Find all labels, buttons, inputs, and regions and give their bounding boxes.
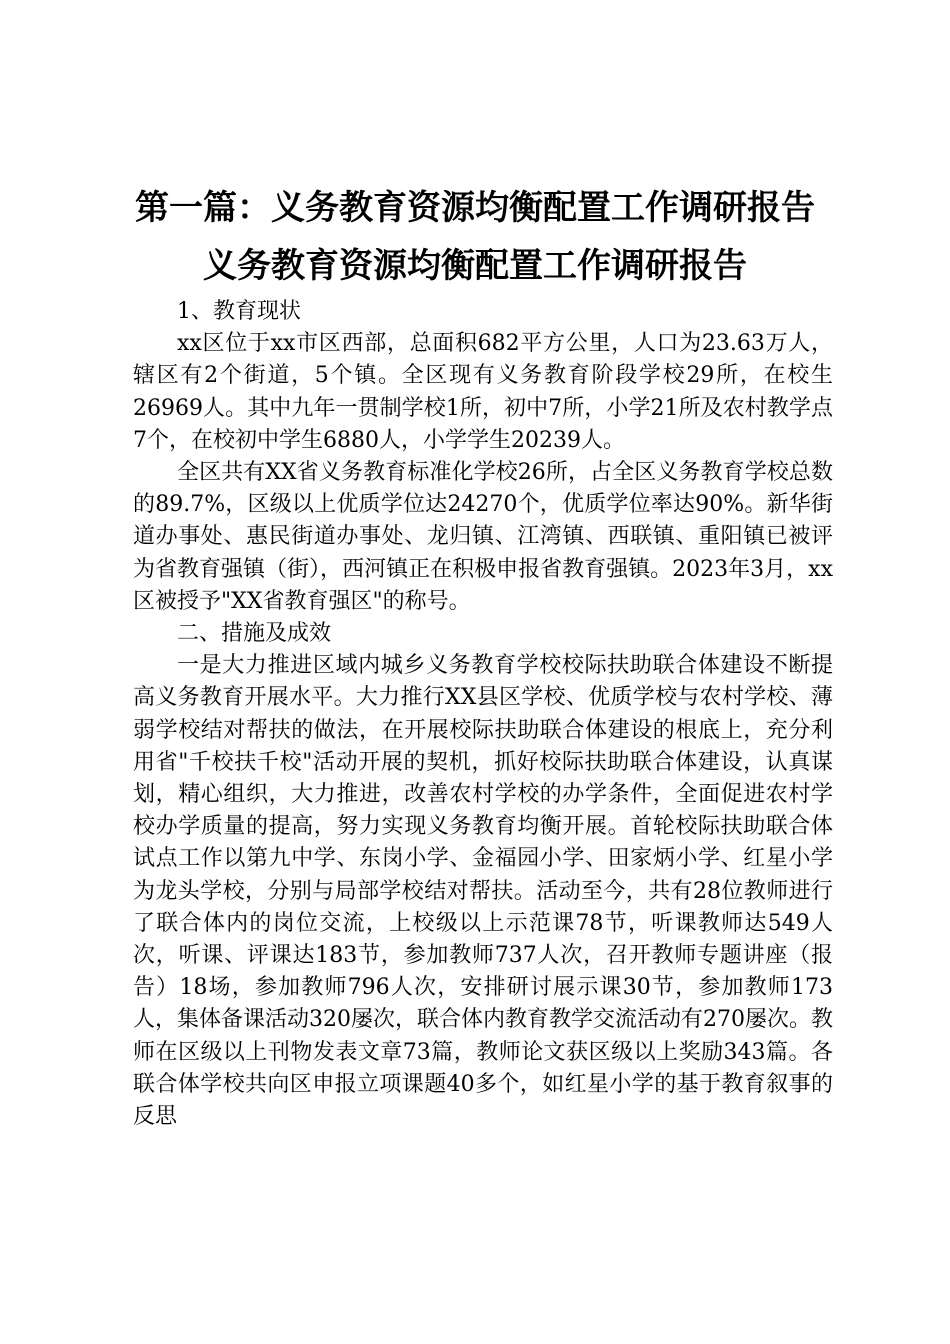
section-heading-status: 1、教育现状 [177, 299, 301, 324]
paragraph-district-overview: xx区位于xx市区西部，总面积682平方公里，人口为23.63万人，辖区有2个街道，5个镇。全区现有义务教育阶段学校29所，在校生26969人。其中九年一贯制学校1所，初中7所，小学21所及农村教学点7个，在校初中学生6880人，小学学生20239人。 [133, 331, 833, 453]
paragraph-alliance-construction: 一是大力推进区域内城乡义务教育学校校际扶助联合体建设不断提高义务教育开展水平。大力推行XX县区学校、优质学校与农村学校、薄弱学校结对帮扶的做法，在开展校际扶助联合体建设的根底上，充分利用省"千校扶千校"活动开展的契机，抓好校际扶助联合体建设，认真谋划，精心组织，大力推进，改善农村学校的办学条件，全面促进农村学校办学质量的提高，努力实现义务教育均衡开展。首轮校际扶助联合体试点工作以第九中学、东岗小学、金福园小学、田家炳小学、红星小学为龙头学校，分别与局部学校结对帮扶。活动至今，共有28位教师进行了联合体内的岗位交流，上校级以上示范课78节，听课教师达549人次，听课、评课达183节，参加教师737人次，召开教师专题讲座（报告）18场，参加教师796人次，安排研讨展示课30节，参加教师173人，集体备课活动320屡次，联合体内教育教学交流活动有270屡次。教师在区级以上刊物发表文章73篇，教师论文获区级以上奖励343篇。各联合体学校共向区申报立项课题40多个，如红星小学的基于教育叙事的反思 [133, 653, 833, 1130]
paragraph-standardized-schools: 全区共有XX省义务教育标准化学校26所，占全区义务教育学校总数的89.7%，区级以上优质学位达24270个，优质学位率达90%。新华街道办事处、惠民街道办事处、龙归镇、江湾镇、西联镇、重阳镇已被评为省教育强镇（街），西河镇正在积极申报省教育强镇。2023年3月，xx区被授予"XX省教育强区"的称号。 [133, 460, 833, 614]
document-subtitle: 义务教育资源均衡配置工作调研报告 [203, 246, 747, 286]
document-main-title: 第一篇：义务教育资源均衡配置工作调研报告 [135, 188, 815, 228]
document-body [133, 296, 833, 1133]
section-heading-measures: 二、措施及成效 [177, 621, 332, 647]
